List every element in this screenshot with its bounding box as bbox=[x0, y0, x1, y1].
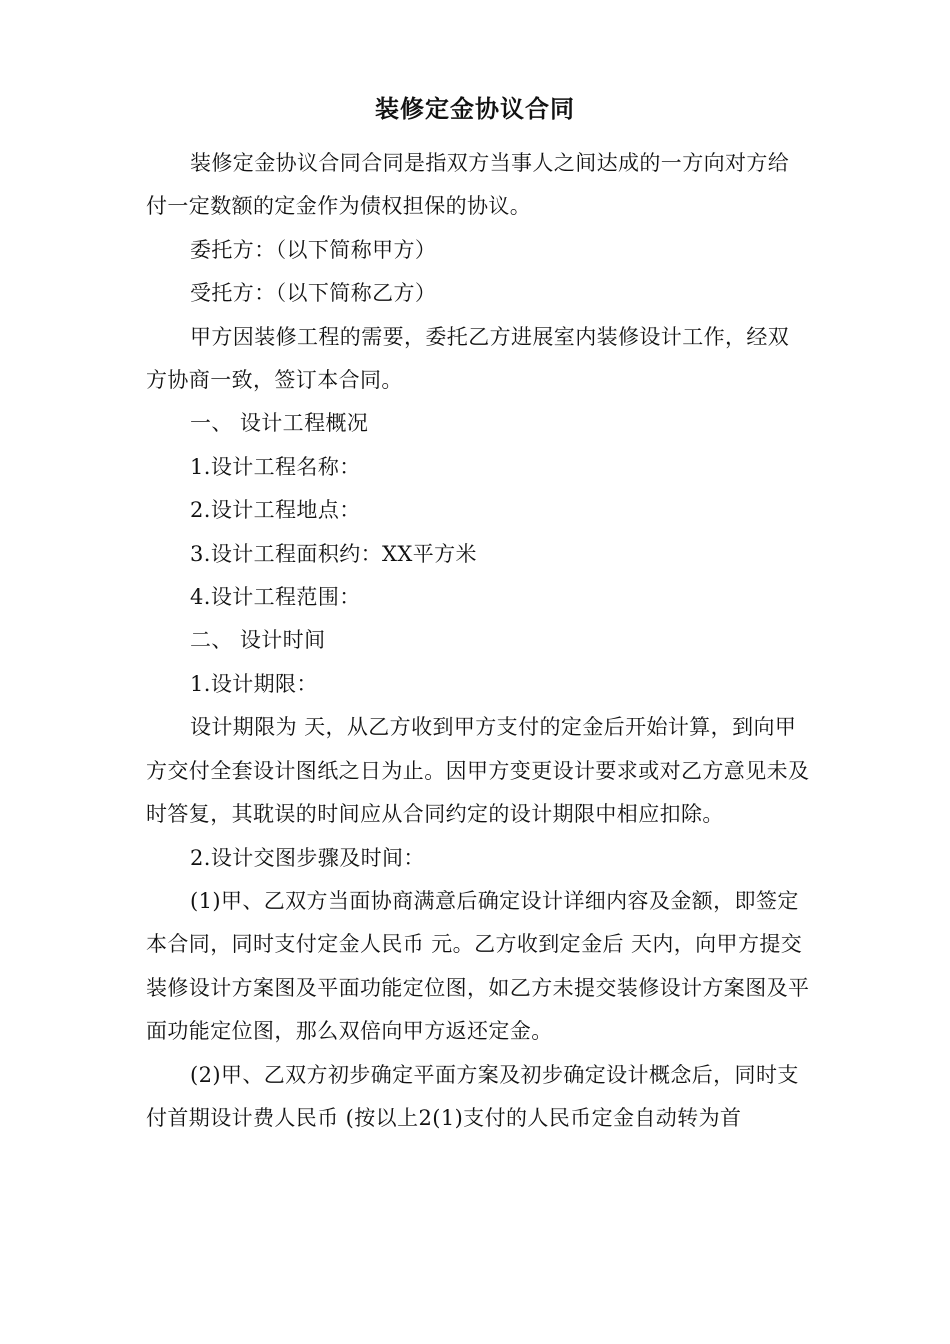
step-2-paragraph: (2)甲、乙双方初步确定平面方案及初步确定设计概念后，同时支付首期设计费人民币 (按以上2(1)支付的人民币定金自动转为首 bbox=[146, 1062, 799, 1130]
section-heading-design-time: 二、 设计时间 bbox=[190, 628, 326, 653]
design-period-paragraph: 设计期限为 天，从乙方收到甲方支付的定金后开始计算，到向甲方交付全套设计图纸之日为止。因甲方变更设计要求或对乙方意见未及时答复，其耽误的时间应从合同约定的设计期限中相应扣除。 bbox=[146, 715, 810, 827]
document-body bbox=[146, 142, 810, 1140]
document-title: 装修定金协议合同 bbox=[375, 95, 575, 123]
purpose-paragraph: 甲方因装修工程的需要，委托乙方进展室内装修设计工作，经双方协商一致，签订本合同。 bbox=[146, 324, 790, 393]
project-location-line: 2.设计工程地点： bbox=[190, 498, 361, 523]
project-area-line: 3.设计工程面积约：XX平方米 bbox=[190, 541, 477, 566]
project-scope-line: 4.设计工程范围： bbox=[190, 585, 361, 610]
project-name-line: 1.设计工程名称： bbox=[190, 454, 361, 479]
design-period-line: 1.设计期限： bbox=[190, 671, 318, 696]
section-heading-overview: 一、 设计工程概况 bbox=[190, 411, 369, 436]
delivery-steps-line: 2.设计交图步骤及时间： bbox=[190, 845, 425, 870]
intro-paragraph: 装修定金协议合同合同是指双方当事人之间达成的一方向对方给付一定数额的定金作为债权担保的协议。 bbox=[146, 151, 790, 219]
step-1-paragraph: (1)甲、乙双方当面协商满意后确定设计详细内容及金额，即签定本合同，同时支付定金人民币 元。乙方收到定金后 天内，向甲方提交装修设计方案图及平面功能定位图，如乙方未提交装修设计方案图及平面功能定位图，那么双倍向甲方返还定金。 bbox=[146, 888, 810, 1044]
client-party-line: 委托方：（以下简称甲方） bbox=[190, 237, 437, 262]
contractor-party-line: 受托方：（以下简称乙方） bbox=[190, 281, 437, 306]
